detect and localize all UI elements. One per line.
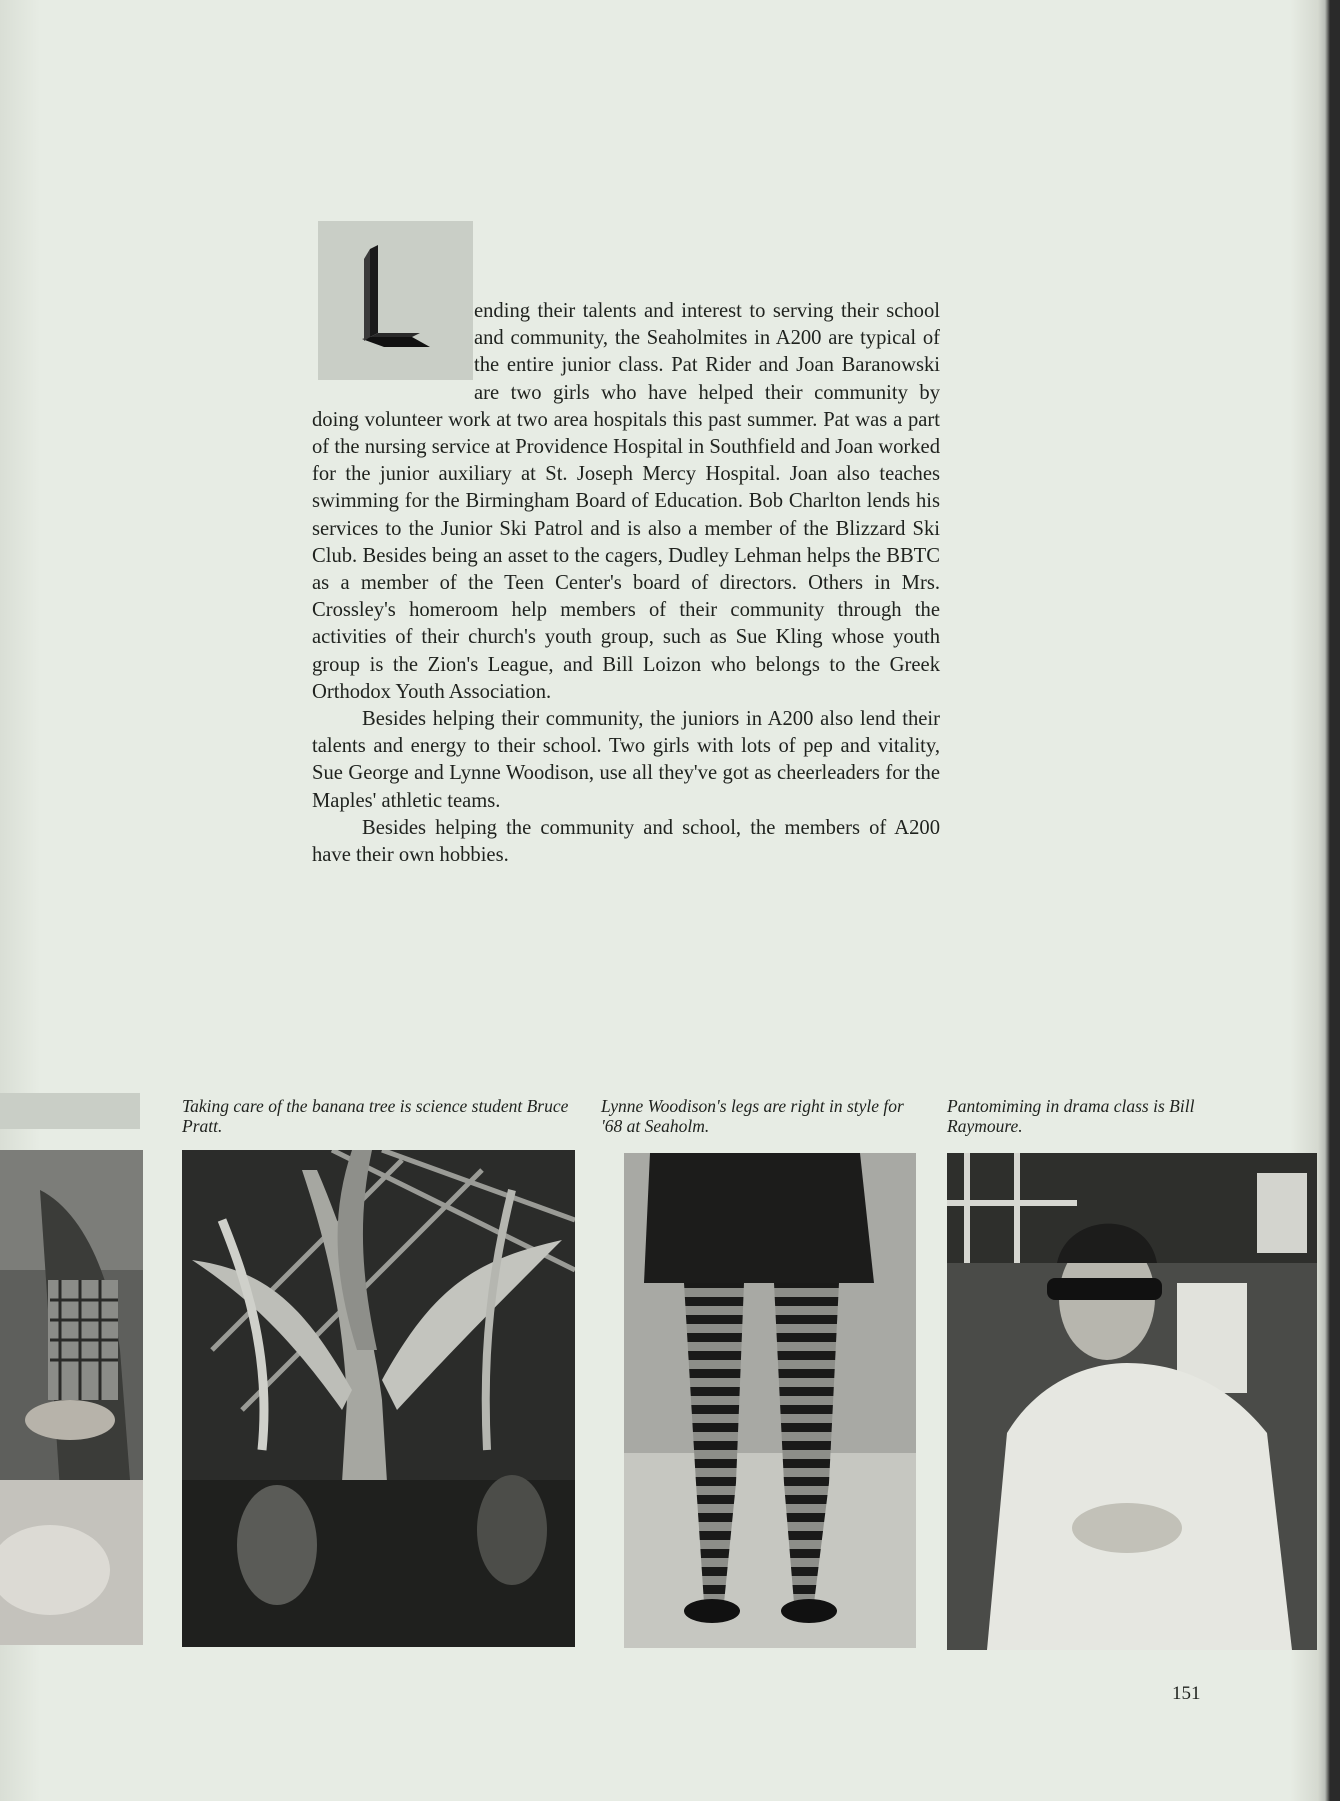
page-number: 151	[1172, 1683, 1201, 1704]
paragraph-1: ending their talents and interest to serving their school and community, the Seaholmites in A200 are typical of the entire junior class. Pat Rider and Joan Baranowski are two girls who have helped their community by doing volunteer work at two area hospitals this past summer. Pat was a part of the nursing service at Providence Hospital in Southfield and Joan worked for the junior auxiliary at St. Joseph Mercy Hospital. Joan also teaches swimming for the Birmingham Board of Education. Bob Charlton lends his services to the Junior Ski Patrol and is also a member of the Blizzard Ski Club. Besides being an asset to the cagers, Dudley Lehman helps the BBTC as a member of the Teen Center's board of directors. Others in Mrs. Crossley's homeroom help members of their community through the activities of their church's youth group, such as Sue Kling whose youth group is the Zion's League, and Bill Loizon who belongs to the Greek Orthodox Youth Association.	[312, 300, 940, 703]
photo-striped-legs	[624, 1153, 916, 1648]
caption-legs: Lynne Woodison's legs are right in style for '68 at Seaholm.	[601, 1096, 904, 1136]
caption-banana-tree: Taking care of the banana tree is science student Bruce Pratt.	[182, 1096, 569, 1136]
article-body	[312, 298, 940, 869]
photo-partial-left	[0, 1150, 143, 1645]
photo-pantomime	[947, 1153, 1317, 1650]
photo-banana-tree	[182, 1150, 575, 1647]
caption-bar	[0, 1093, 140, 1129]
caption-pantomime: Pantomiming in drama class is Bill Raymoure.	[947, 1096, 1195, 1136]
paragraph-3: Besides helping the community and school, the members of A200 have their own hobbies.	[312, 816, 940, 867]
paragraph-2: Besides helping their community, the juniors in A200 also lend their talents and energy to their school. Two girls with lots of pep and vitality, Sue George and Lynne Woodison, use all they've got as cheerleaders for the Maples' athletic teams.	[312, 708, 940, 812]
